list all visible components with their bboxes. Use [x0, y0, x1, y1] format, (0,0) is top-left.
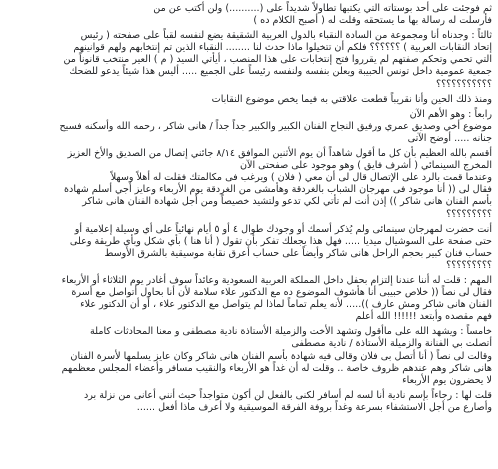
post-line: فهم مقصده وأبتعد !!!!!! الله أعلم [355, 311, 492, 323]
post-line: فأرسلت له رسالة بها ما يستحقه وقلت له ( أصبح الكلام ده ) [253, 15, 492, 27]
post-line: قلت لها : رجاءاً بإسم نادية أنا لسه لم أسافر لكنى بالفعل لن أكون متواجداً حيث أنني أعانى من نزلة برد [83, 389, 492, 401]
post-line: المخرج السينمائي ( أشرف فايق ) وهو موجود على صفحتى الآن [239, 160, 492, 172]
post-line: رابعاً : وهو الأهم الآن [409, 108, 492, 120]
post-line: هانى شاكر وهم عندهم ظروف خاصة .. وقلت له أن غداً هو الأربعاء والنقيب مسافر وأعضاء المجلس معظمهم [61, 362, 492, 374]
post-line: المهم : قلت له أننا عندنا إلتزام بحفل داخل المملكة العربية السعودية وعائداً سوف أغادر يوم الثلاثاء أو الأربعاء [61, 274, 492, 286]
post-line: وأصارع من أجل الاستشفاء بسرعة وغداً بروفة الفرقة الموسيقية ولا أعرف ماذا أفعل ...... [136, 401, 492, 413]
post-line: وقالت لى نصاً ( أنا أتصل بى فلان وقالى فيه شهادة بأسم الفنان هانى شاكر وكان عايز يسلمها لأسرة الفنان [70, 350, 492, 362]
post-line: ؟؟؟؟؟؟؟؟؟؟؟ [435, 78, 492, 90]
post-line: ؟؟؟؟؟؟؟؟؟ [446, 259, 492, 271]
post-line: جنانه ..... أوضح الآتى [407, 132, 492, 144]
post-line: وعندما قمت بالرد على الإتصال قال لى أن معي ( فلان ) ويرغب فى مكالمتك فقلت له أهلاً وسهلاً [110, 172, 492, 184]
post-line: حتى صفحة على السوشيال ميديا ..... فهل هذا يجعلك تفكر بأن تقول ( أنا هنا ) بأي شكل وبأي طريقة وعلى [69, 235, 492, 247]
post-line: الفنان هانى شاكر ومش عارف ))..... لأنه يعلم تماماً لماذا لم يتواصل مع الدكتور علاء ، أو أن الدكتور علاء [80, 299, 492, 311]
post-line: ؟؟؟؟؟؟؟؟؟ [446, 208, 492, 220]
post-line: خامساً : ويشهد الله على ماأقول وتشهد الأخت والزميلة الأستاذة نادية مصطفى و معنا المحادثات كاملة [90, 326, 492, 338]
post-line: بأسم الفنان هانى شاكر )) إذن أنت لم تأتي لكي تدعو ولتشيد خصيصاً ومن أجل شهادة الفنان هانى شاكر [82, 196, 492, 208]
post-line: أقسم بالله العظيم بأن كل ما أقول شاهداً أن يوم الأثنين الموافق ٨/١٤ جائني إتصال من الصديق والأخ العزيز [67, 148, 492, 160]
post-line: ثالثاً : وجدناه أنا ومجموعة من السادة النقباء بالدول العربية الشقيقة يضع لنفسه لقباً على صفحته ( رئيس [80, 30, 492, 42]
post-line: أنت حضرت لمهرجان سينمائى ولم يُذكر أسمك أو وجودك طوال ٤ أو ٥ أيام نهائياً على أي وسيلة إعلامية أو [74, 223, 492, 235]
post-line: حساب فنان كبير بحجم الراحل هانى شاكر وأيضاً على حساب أعرق نقابة موسيقية بالشرق الأوسط [104, 247, 492, 259]
post-line: أتصلت بي الفنانة والزميلة الأستاذة / نادية مصطفى [291, 338, 492, 350]
post-line: إتحاد النقابات العربية ) ؟؟؟؟؟؟ فلكم أن تتخيلوا ماذا حدث لنا ........ النقباء الذين تم إنتخابهم ولهم قوانينهم [73, 42, 492, 54]
post-line: ثم فوجئت على أحد بوستاته التي يكتبها تطاولاً شديداً على (..........) ولن أكتب عن من [153, 3, 492, 14]
post-line: لا يحضرون يوم الأربعاء [402, 374, 492, 386]
post-line: موضوع أخي وصديق عمري ورفيق النجاح الفنان الكبير والكبير جداً جداً / هانى شاكر ، رحمه الله وأسكنه فسيح [59, 120, 492, 132]
post-line: فقال لى (( أنا موجود فى مهرجان الشباب بالغردقة وهأمشى من الغردقة يوم الأربعاء وعايز أجي أسلم شهادة [64, 184, 492, 196]
post-line: التي تحمي وتحكم صفتهم لم يقرروا فتح إنتخابات على هذا المنصب ، أيأتي السيد ( م ) العير منتخب قانوناً من [63, 54, 492, 66]
post-line: فقال لى نصاً (( خلاص حبيبى أنا هأشوف الموضوع ده مع الدكتور علاء سلامة لأن أنا بحاول أتواصل مع أسرة [71, 287, 492, 299]
post-line: ومنذ ذلك الحين وأنا نقريباً قطعت علاقتي به فيما يخص موضوع النقابات [211, 93, 492, 105]
post-line: جمعية عمومية داخل تونس الحبيبة ويعلن بنفسه ولنفسه رئيساً على الجميع ..... أليس هذا شيئاً يدعو للضحك [69, 66, 492, 78]
